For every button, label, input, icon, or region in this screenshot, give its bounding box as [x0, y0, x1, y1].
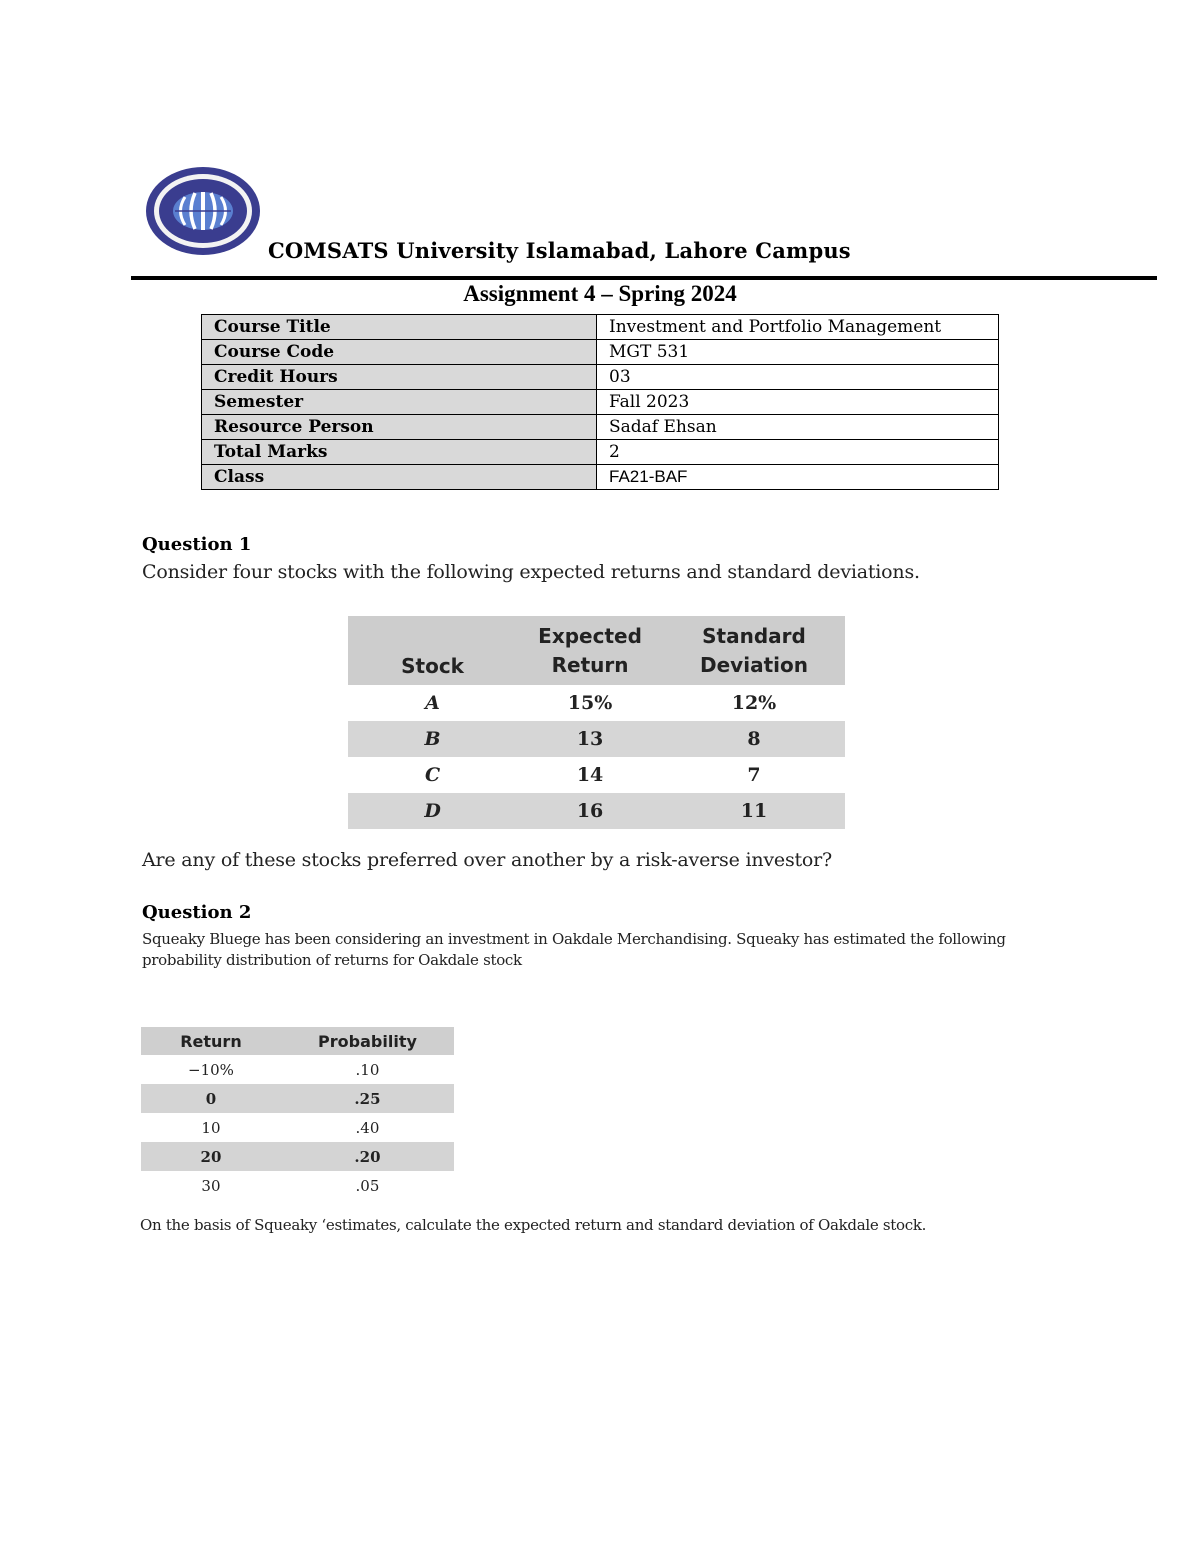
question-2-prompt: On the basis of Squeaky ‘estimates, calculate the expected return and standard deviation of Oakdale stock.	[140, 1216, 927, 1234]
table-row	[348, 793, 845, 829]
table-row	[348, 685, 845, 721]
header-divider	[131, 276, 1157, 280]
return-value: −10%	[188, 1060, 234, 1079]
university-seal-icon	[143, 165, 263, 258]
probability-table	[141, 1027, 454, 1200]
course-title-label: Course Title	[202, 315, 597, 340]
question-2-heading: Question 2	[142, 902, 252, 923]
probability-header: Probability	[281, 1027, 454, 1055]
table-row	[202, 390, 999, 415]
question-1-prompt: Are any of these stocks preferred over another by a risk-averse investor?	[142, 849, 833, 871]
course-title-value: Investment and Portfolio Management	[597, 315, 999, 340]
probability-value: .10	[355, 1060, 380, 1079]
expected-return: 14	[576, 764, 604, 786]
probability-value: .05	[355, 1176, 380, 1195]
table-row	[141, 1084, 454, 1113]
class-value: FA21-BAF	[597, 465, 999, 490]
table-row	[202, 440, 999, 465]
credit-hours-value: 03	[597, 365, 999, 390]
total-marks-value: 2	[597, 440, 999, 465]
table-row	[202, 465, 999, 490]
stock-name: C	[424, 764, 441, 786]
class-label: Class	[202, 465, 597, 490]
probability-value: .25	[281, 1084, 454, 1113]
standard-deviation: 8	[663, 721, 845, 757]
standard-deviation: 11	[663, 793, 845, 829]
credit-hours-label: Credit Hours	[202, 365, 597, 390]
stocks-table	[348, 616, 845, 829]
table-row	[141, 1171, 454, 1200]
question-1-heading: Question 1	[142, 534, 252, 555]
expected-return: 13	[517, 721, 663, 757]
return-value: 10	[201, 1118, 221, 1137]
table-row	[141, 1055, 454, 1084]
question-2-text: Squeaky Bluege has been considering an investment in Oakdale Merchandising. Squeaky has estimated the following probability distribution of returns for Oakdale stock	[142, 930, 1006, 969]
return-value: 20	[141, 1142, 281, 1171]
table-header-row	[141, 1027, 454, 1055]
table-row	[348, 721, 845, 757]
question-1-text: Consider four stocks with the following expected returns and standard deviations.	[142, 561, 920, 583]
semester-value: Fall 2023	[597, 390, 999, 415]
table-row	[202, 365, 999, 390]
resource-person-value: Sadaf Ehsan	[597, 415, 999, 440]
probability-value: .20	[281, 1142, 454, 1171]
course-code-label: Course Code	[202, 340, 597, 365]
total-marks-label: Total Marks	[202, 440, 597, 465]
stock-name: A	[425, 692, 440, 714]
expected-return: 15%	[567, 692, 613, 714]
expected-return-header: Expected Return	[517, 616, 663, 685]
return-value: 30	[201, 1176, 221, 1195]
table-row	[202, 315, 999, 340]
university-name: COMSATS University Islamabad, Lahore Campus	[268, 238, 851, 263]
stock-header: Stock	[348, 616, 517, 685]
table-row	[202, 415, 999, 440]
resource-person-label: Resource Person	[202, 415, 597, 440]
expected-return: 16	[517, 793, 663, 829]
course-code-value: MGT 531	[597, 340, 999, 365]
return-header: Return	[141, 1027, 281, 1055]
stock-name: B	[348, 721, 517, 757]
course-info-table	[201, 314, 999, 490]
standard-deviation-header: Standard Deviation	[663, 616, 845, 685]
return-value: 0	[141, 1084, 281, 1113]
assignment-title: Assignment 4 – Spring 2024	[463, 281, 737, 306]
standard-deviation: 7	[747, 764, 761, 786]
table-row	[141, 1113, 454, 1142]
semester-label: Semester	[202, 390, 597, 415]
table-header-row	[348, 616, 845, 685]
stock-name: D	[348, 793, 517, 829]
table-row	[348, 757, 845, 793]
table-row	[202, 340, 999, 365]
table-row	[141, 1142, 454, 1171]
standard-deviation: 12%	[731, 692, 777, 714]
probability-value: .40	[355, 1118, 380, 1137]
university-logo	[143, 165, 263, 258]
